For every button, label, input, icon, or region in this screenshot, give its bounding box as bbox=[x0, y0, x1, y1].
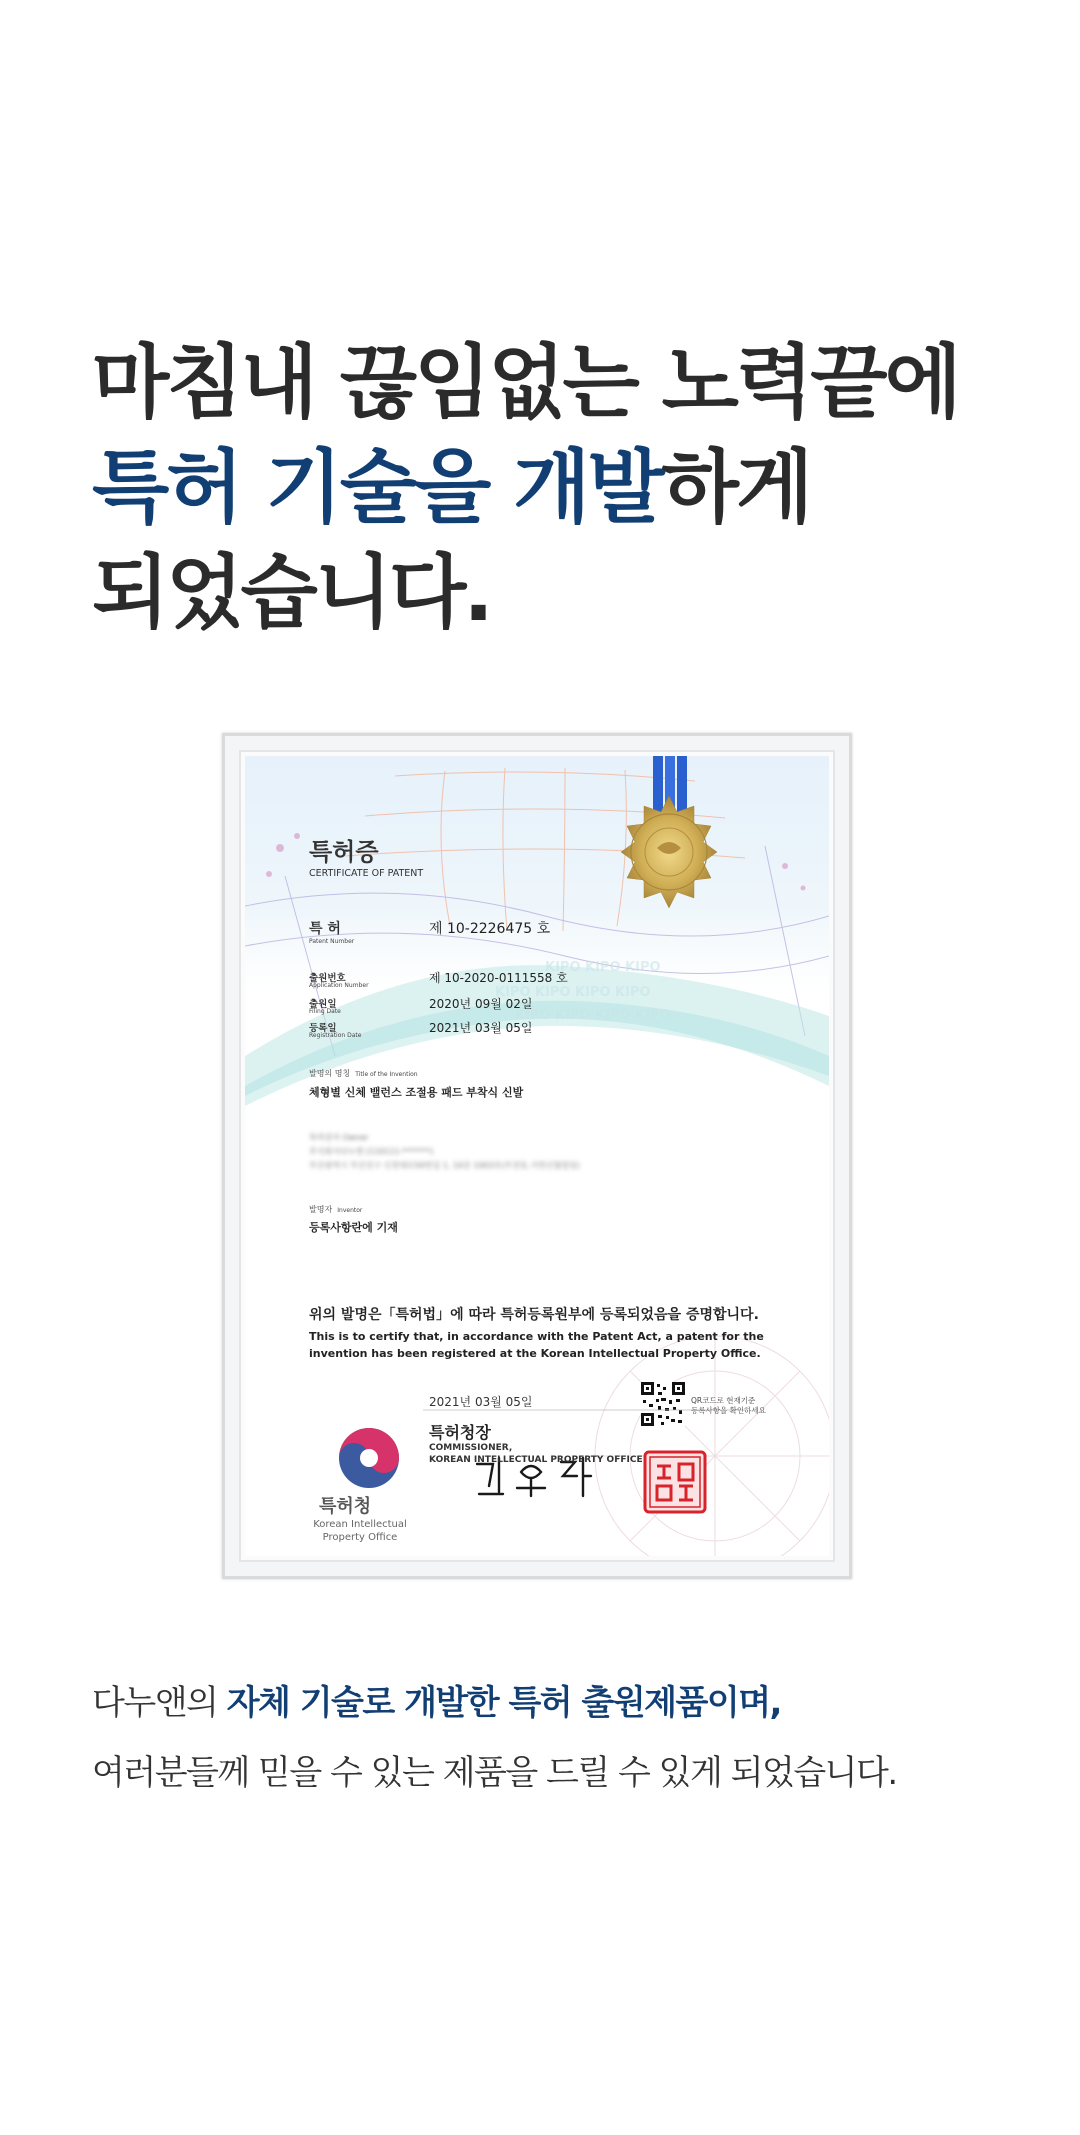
commissioner-title: 특허청장 bbox=[429, 1423, 491, 1442]
invention-title-label-ko: 발명의 명칭 bbox=[309, 1069, 351, 1078]
owner-name-blurred: 주식회사다누앤 (110111-*******) bbox=[309, 1147, 434, 1156]
certify-statement-en: This is to certify that, in accordance with the Patent Act, a patent for the invention has been registered at the Korean Intellectual Property Office. bbox=[309, 1330, 764, 1360]
certify-statement-ko: 위의 발명은「특허법」에 따라 특허등록원부에 등록되었음을 증명합니다. bbox=[309, 1307, 759, 1323]
kipo-name-en: Korean Intellectual Property Office bbox=[313, 1519, 407, 1543]
invention-title-label-en: Title of the Invention bbox=[355, 1071, 418, 1078]
inventor-value: 등록사항란에 기재 bbox=[309, 1221, 398, 1234]
headline-accent: 특허 기술을 개발 bbox=[92, 441, 662, 534]
qr-note-line-2: 등록사항을 확인하세요 bbox=[691, 1406, 766, 1415]
issue-date: 2021년 03월 05일 bbox=[429, 1395, 533, 1409]
commissioner-en-line-1: COMMISSIONER, bbox=[429, 1443, 513, 1453]
inventor-label-en: Inventor bbox=[337, 1207, 363, 1214]
inventor-label-ko: 발명자 bbox=[309, 1205, 333, 1214]
page-headline bbox=[92, 330, 959, 645]
commissioner-title-en bbox=[429, 1442, 643, 1466]
headline-line-3: 되었습니다. bbox=[92, 546, 491, 639]
headline-line-1: 마침내 끊임없는 노력끝에 bbox=[92, 336, 959, 429]
filing-date-value: 2020년 09월 02일 bbox=[429, 997, 533, 1011]
certificate-frame bbox=[222, 733, 852, 1579]
owner-address-blurred: 부산광역시 부산진구 신천대로50번길 1, 10층 1003호(부전동,서면신협빌딩) bbox=[309, 1161, 580, 1170]
headline-line-2 bbox=[92, 435, 959, 540]
description-prefix: 다누앤의 bbox=[92, 1683, 227, 1723]
application-number-label: 출원번호 bbox=[309, 973, 346, 984]
patent-number-value: 제 10-2226475 호 bbox=[429, 921, 551, 937]
watermark-3: KIPO KIPO KIPO KIPO bbox=[515, 1008, 671, 1023]
patent-number-label-en: Patent Number bbox=[309, 938, 355, 945]
qr-code bbox=[641, 1382, 685, 1426]
kipo-logo bbox=[339, 1428, 399, 1488]
description-line-1 bbox=[92, 1680, 1052, 1726]
invention-title-label bbox=[309, 1068, 418, 1079]
registration-date-label-en: Registration Date bbox=[309, 1032, 362, 1039]
invention-title-value: 체형별 신체 밸런스 조절용 패드 부착식 신발 bbox=[309, 1086, 524, 1099]
filing-date-label-en: Filing Date bbox=[309, 1008, 341, 1015]
filing-date-label: 출원일 bbox=[309, 999, 337, 1010]
watermark-2: KIPO KIPO KIPO KIPO bbox=[495, 985, 651, 1000]
kipo-name: 특허청 bbox=[319, 1496, 372, 1517]
owner-label-ko: 특허권자 bbox=[309, 1133, 340, 1142]
registration-date-label: 등록일 bbox=[309, 1023, 337, 1034]
official-red-seal bbox=[645, 1452, 705, 1512]
patent-certificate bbox=[245, 756, 829, 1556]
application-number-label-en: Application Number bbox=[309, 982, 369, 989]
qr-note-line-1: QR코드로 현재기준 bbox=[691, 1396, 756, 1405]
patent-number-label: 특 허 bbox=[309, 921, 341, 937]
registration-date-value: 2021년 03월 05일 bbox=[429, 1021, 533, 1035]
watermark-1: KIPO KIPO KIPO bbox=[545, 960, 661, 975]
certificate-title-en: CERTIFICATE OF PATENT bbox=[309, 868, 424, 879]
commissioner-en-line-2: KOREAN INTELLECTUAL PROPERTY OFFICE bbox=[429, 1455, 643, 1465]
headline-line-2-rest: 하게 bbox=[661, 441, 811, 534]
qr-note bbox=[691, 1396, 766, 1416]
application-number-value: 제 10-2020-0111558 호 bbox=[429, 971, 568, 985]
description-line-2: 여러분들께 믿을 수 있는 제품을 드릴 수 있게 되었습니다. bbox=[92, 1753, 897, 1793]
certificate-title: 특허증 bbox=[309, 838, 379, 866]
owner-label-blurred bbox=[309, 1132, 369, 1143]
inventor-label bbox=[309, 1204, 362, 1215]
description-accent: 자체 기술로 개발한 특허 출원제품이며, bbox=[226, 1683, 781, 1723]
owner-label-en: Owner bbox=[342, 1133, 369, 1142]
